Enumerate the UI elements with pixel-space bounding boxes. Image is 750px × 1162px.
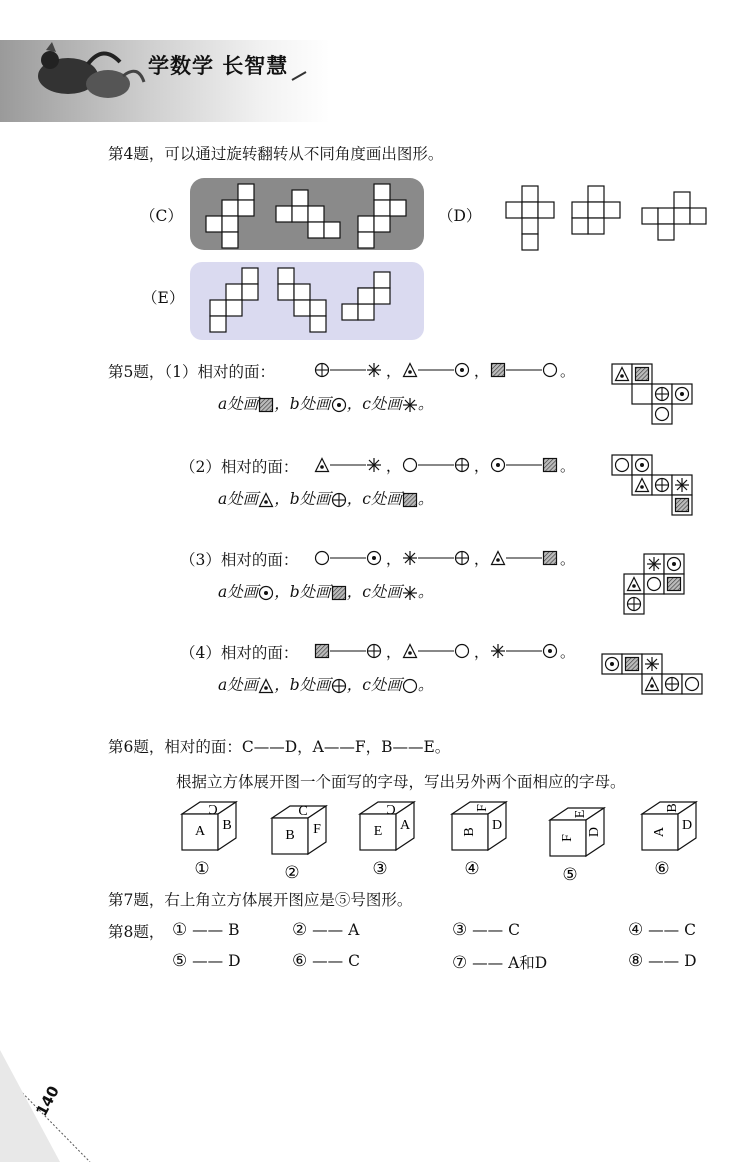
- svg-text:，: ，: [474, 550, 490, 568]
- q5-p2-net: [612, 455, 702, 525]
- q5-p1-answer: a处画 ，b处画 ，c处画 。: [218, 395, 434, 413]
- q4-label-c: （C）: [140, 207, 183, 225]
- circled-plus-icon: [316, 364, 329, 377]
- svg-text:，: ，: [386, 550, 402, 568]
- q5-p4-net: [600, 652, 715, 698]
- svg-text:，: ，: [386, 457, 402, 475]
- q8-answer-1: [172, 920, 240, 940]
- cube-side-letter: D: [681, 818, 693, 834]
- cube-6: [640, 800, 710, 890]
- net-e3: [342, 272, 390, 320]
- q8-answer-dash: ——: [643, 952, 685, 970]
- q8-answer-dash: ——: [307, 921, 349, 939]
- q8-answer-6: [292, 951, 360, 971]
- svg-text:，: ，: [474, 643, 490, 661]
- q5-p4-title: （4）相对的面：: [180, 644, 299, 662]
- q8-answer-number: ③: [452, 920, 468, 940]
- net-d1: [506, 186, 554, 250]
- q8-answer-8: [628, 951, 697, 971]
- q8-answer-5: [172, 951, 241, 971]
- q8-answer-letter: C: [348, 952, 360, 970]
- q5-p4-answer: a处画 ，b处画 ，c处画 。: [218, 676, 434, 694]
- q8-answer-dash: ——: [643, 921, 685, 939]
- cube-5: [548, 806, 618, 896]
- q5-p3-title: （3）相对的面：: [180, 551, 299, 569]
- q8-answer-number: ④: [628, 920, 644, 940]
- q8-answer-letter: B: [228, 921, 240, 939]
- q8-answer-number: ⑦: [452, 953, 468, 973]
- cube-front-letter: B: [462, 827, 478, 837]
- svg-text:。: 。: [560, 457, 576, 475]
- q8-answer-letter: A和D: [508, 954, 548, 972]
- q8-answer-number: ⑧: [628, 951, 644, 971]
- net-c3: [358, 184, 406, 248]
- svg-text:，: ，: [386, 362, 402, 380]
- q8-answer-3: [452, 920, 520, 940]
- cube-top-letter: F: [475, 804, 491, 812]
- q4-nets: [0, 0, 750, 360]
- svg-text:，: ，: [474, 362, 490, 380]
- circled-dot-icon: [456, 364, 469, 377]
- cube-top-letter: C: [208, 800, 218, 816]
- q8-answer-dash: ——: [467, 921, 509, 939]
- net-c1: [206, 184, 254, 248]
- svg-text:。: 。: [560, 362, 576, 380]
- q8-answer-number: ⑥: [292, 951, 308, 971]
- q6-line1: 第6题，相对的面：C——D，A——F，B——E。: [108, 738, 451, 756]
- q8-answer-number: ①: [172, 920, 188, 940]
- q8-answer-4: [628, 920, 696, 940]
- q6-line2: 根据立方体展开图一个面写的字母，写出另外两个面相应的字母。: [176, 773, 626, 791]
- cube-number: ①: [194, 859, 210, 879]
- page-corner-decoration: [0, 1050, 120, 1162]
- q8-answer-letter: D: [684, 952, 697, 970]
- q8-answer-dash: ——: [187, 921, 229, 939]
- q8-answer-dash: ——: [187, 952, 229, 970]
- q8-answer-letter: A: [348, 921, 360, 939]
- cube-side-letter: D: [587, 826, 603, 838]
- q8-answer-number: ②: [292, 920, 308, 940]
- q8-answer-number: ⑤: [172, 951, 188, 971]
- cube-side-letter: A: [399, 818, 411, 834]
- q5-p3-answer: a处画 ，b处画 ，c处画 。: [218, 583, 434, 601]
- q8-answer-7: [452, 951, 547, 973]
- q5-p4-pairs: [314, 643, 584, 661]
- cube-side-letter: D: [491, 818, 503, 834]
- cube-number: ③: [372, 859, 388, 879]
- q8-answer-dash: ——: [467, 954, 509, 972]
- net-e1: [210, 268, 258, 332]
- cube-front-letter: F: [560, 834, 576, 842]
- cube-top-letter: B: [665, 803, 681, 813]
- q5-p2-title: （2）相对的面：: [180, 458, 299, 476]
- cube-number: ②: [284, 863, 300, 883]
- q4-label-d: （D）: [438, 207, 482, 225]
- q8-answer-letter: C: [684, 921, 696, 939]
- q5-p2-pairs: [314, 457, 584, 475]
- triangle-dot-icon: [404, 364, 417, 377]
- cube-4: [450, 800, 520, 890]
- cube-3: [358, 800, 428, 890]
- cube-number: ⑤: [562, 865, 578, 885]
- cube-side-letter: B: [222, 818, 232, 834]
- cube-number: ⑥: [654, 859, 670, 879]
- cube-front-letter: B: [285, 828, 295, 844]
- cube-top-letter: C: [298, 804, 308, 820]
- cube-2: [270, 804, 340, 894]
- q5-p3-pairs: [314, 550, 584, 568]
- svg-text:，: ，: [386, 643, 402, 661]
- cube-front-letter: A: [652, 826, 668, 838]
- q7-line: 第7题，右上角立方体展开图应是⑤号图形。: [108, 891, 413, 909]
- q8-answer-2: [292, 920, 359, 940]
- q4-line: 第4题，可以通过旋转翻转从不同角度画出图形。: [108, 145, 444, 163]
- cube-side-letter: F: [313, 822, 321, 838]
- circle-icon: [544, 364, 557, 377]
- cube-number: ④: [464, 859, 480, 879]
- q8-answer-letter: D: [228, 952, 241, 970]
- q8-prefix: 第8题，: [108, 923, 165, 941]
- net-c2: [276, 190, 340, 238]
- q5-p3-net: [622, 554, 692, 620]
- cube-1: [180, 800, 250, 890]
- asterisk-icon: [367, 363, 381, 377]
- cube-front-letter: A: [194, 824, 206, 840]
- net-e2: [278, 268, 326, 332]
- cube-top-letter: C: [386, 800, 396, 816]
- q8-answer-letter: C: [508, 921, 520, 939]
- svg-text:。: 。: [560, 643, 576, 661]
- q4-label-e: （E）: [142, 289, 185, 307]
- q5-p2-answer: a处画 ，b处画 ，c处画 。: [218, 490, 434, 508]
- page-number: 140: [32, 1082, 63, 1120]
- net-d2: [572, 186, 620, 234]
- cube-front-letter: E: [373, 824, 383, 840]
- net-d3: [642, 192, 706, 240]
- q5-p1-title: 第5题，（1）相对的面：: [108, 363, 275, 381]
- header-title: 学数学 长智慧: [148, 54, 289, 78]
- svg-text:，: ，: [474, 457, 490, 475]
- q5-p1-pairs: [314, 362, 584, 380]
- svg-text:。: 。: [560, 550, 576, 568]
- hatched-square-icon: [492, 364, 505, 377]
- q5-p1-net: [612, 362, 702, 432]
- q8-answer-dash: ——: [307, 952, 349, 970]
- cube-top-letter: E: [573, 809, 589, 819]
